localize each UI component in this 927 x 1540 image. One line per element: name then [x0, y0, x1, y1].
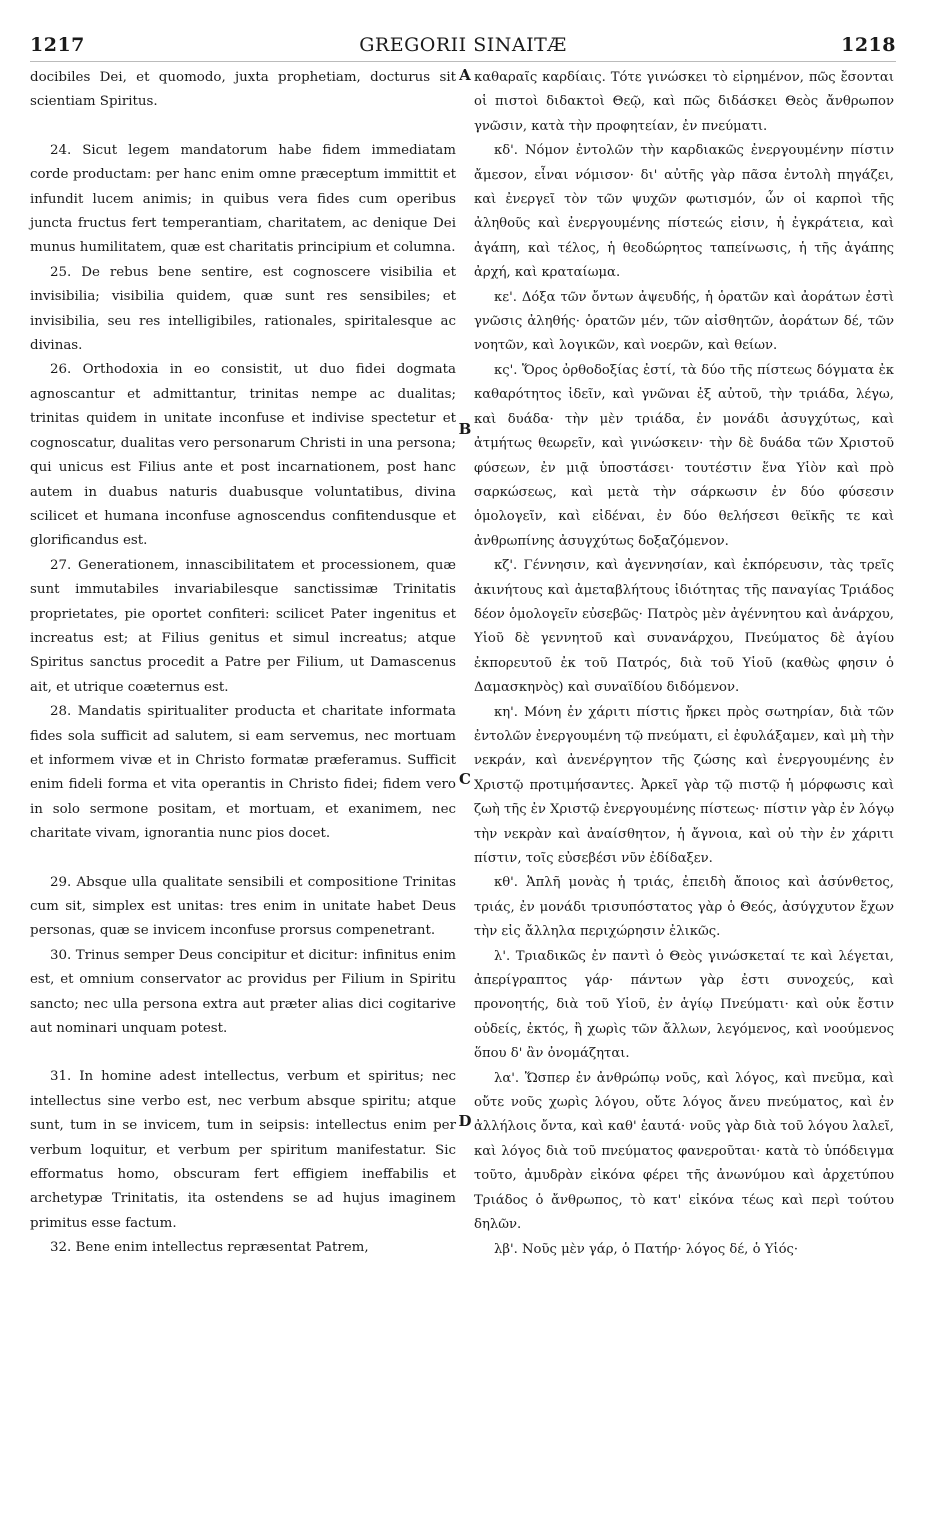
latin-paragraph-31: 31. In homine adest intellectus, verbum et spiritus; nec intellectus sine verbo est, nec verbum absque spiritu; atque sunt, tum in se invicem, tum in seipsis: intellectus enim per verbum loquitur, et verbum per spiritum manifestatur. Sic efformatus homo, obscuram fert effigiem ineffabilis et archetypæ Trinitatis, ita ostendens se ad hujus imaginem primitus esse factum. [30, 1069, 456, 1231]
latin-paragraph-25: 25. De rebus bene sentire, est cognoscere visibilia et invisibilia; visibilia quidem, quæ sunt res sensibiles; et invisibilia, seu res intelligibiles, rationales, spiritalesque ac divinas. [30, 264, 456, 354]
greek-paragraph-30: λ'. Τριαδικῶς ἐν παντὶ ὁ Θεὸς γινώσκεταί τε καὶ λέγεται, ἀπερίγραπτος γάρ· πάντων γὰρ ἐστι συνοχεύς, καὶ προνοητής, διὰ τοῦ Υἱοῦ, ἐν ἁγίῳ Πνεύματι· καὶ οὐκ ἔστιν οὐδείς, ἐκτός, ἢ χωρὶς τῶν ἄλλων, λεγόμενος, καὶ νοούμενος ὅπου δ' ἂν ὀνομάζηται. [474, 948, 894, 1062]
page-number-right: 1218 [841, 34, 896, 56]
greek-paragraph-29: κθ'. Ἁπλῆ μονὰς ἡ τριάς, ἐπειδὴ ἄποιος καὶ ἀσύνθετος, τριάς, ἐν μονάδι τρισυπόστατος γὰρ ὁ Θεός, ἀσύγχυτον ἔχων τὴν εἰς ἄλληλα περιχώρησιν ἐλικῶς. [474, 875, 894, 940]
margin-marker-d: D [458, 1112, 472, 1130]
latin-paragraph-30: 30. Trinus semper Deus concipitur et dicitur: infinitus enim est, et omnium conservator ac providus per Filium in Spiritu sancto; nec ulla persona extra aut præter alias dici cogitarive aut nominari unquam potest. [30, 947, 456, 1037]
latin-column [30, 66, 456, 1261]
greek-paragraph-continuation: καθαραῖς καρδίαις. Τότε γινώσκει τὸ εἰρημένον, πῶς ἔσονται οἱ πιστοὶ διδακτοὶ Θεῷ, καὶ πῶς διδάσκει Θεὸς ἄνθρωπον γνῶσιν, κατὰ τὴν προφητείαν, ἐν πνεύματι. [474, 70, 894, 134]
greek-paragraph-32: λβ'. Νοῦς μὲν γάρ, ὁ Πατήρ· λόγος δέ, ὁ Υἱός· [494, 1241, 799, 1257]
margin-marker-a: A [459, 66, 471, 84]
running-header [30, 34, 896, 60]
header-rule [30, 61, 896, 62]
greek-column [474, 66, 894, 1262]
latin-paragraph-32: 32. Bene enim intellectus repræsentat Patrem, [50, 1240, 369, 1256]
greek-paragraph-27: κζ'. Γέννησιν, καὶ ἀγεννησίαν, καὶ ἐκπόρευσιν, τὰς τρεῖς ἀκινήτους καὶ ἀμεταβλήτους ἰδιότητας τῆς παναγίας Τριάδος δέον ὁμολογεῖν εὐσεβῶς· Πατρὸς μὲν ἀγέννητου καὶ ἀνάρχου, Υἱοῦ δὲ γεννητοῦ καὶ συνανάρχου, Πνεύματος δὲ ἁγίου ἐκπορευτοῦ ἐκ τοῦ Πατρός, διὰ τοῦ Υἱοῦ (καθὼς φησιν ὁ Δαμασκηνὸς) καὶ συναϊδίου διδόμενον. [474, 558, 894, 696]
latin-paragraph-24: 24. Sicut legem mandatorum habe fidem immediatam corde productam: per hanc enim omne præceptum immittit et infundit lucem animis; in quibus vera fides cum operibus juncta fructus fert temperantiam, charitatem, ac denique Dei munus humilitatem, quæ est charitatis principium et columna. [30, 142, 456, 256]
page-number-left: 1217 [30, 34, 85, 56]
margin-marker-c: C [459, 770, 471, 788]
margin-marker-b: B [458, 420, 472, 438]
running-title: GREGORII SINAITÆ [359, 34, 567, 56]
greek-paragraph-24: κδ'. Νόμον ἐντολῶν τὴν καρδιακῶς ἐνεργουμένην πίστιν ἄμεσον, εἶναι νόμισον· δι' αὐτῆς γὰρ πᾶσα ἐντολὴ πηγάζει, καὶ ἐνεργεῖ τὸν τῶν ψυχῶν φωτισμόν, ὧν οἱ καρποὶ τῆς ἀληθοῦς καὶ ἐνεργουμένης πίστεώς εἰσιν, ἡ ἐγκράτεια, καὶ ἀγάπη, καὶ τέλος, ἡ θεοδώρητος ταπείνωσις, ἡ τῆς ἀγάπης ἀρχή, καὶ κραταίωμα. [474, 143, 894, 281]
latin-paragraph-27: 27. Generationem, innascibilitatem et processionem, quæ sunt immutabiles invariabilesque sanctissimæ Trinitatis proprietates, pie oportet confiteri: scilicet Pater ingenitus et increatus est; at Filius genitus et simul increatus; atque Spiritus sanctus procedit a Patre per Filium, ut Damascenus ait, et utrique coæternus est. [30, 557, 456, 695]
greek-paragraph-25: κε'. Δόξα τῶν ὄντων ἀψευδής, ἡ ὁρατῶν καὶ ἀοράτων ἐστὶ γνῶσις ἀληθής· ὁρατῶν μέν, τῶν αἰσθητῶν, ἀοράτων δέ, τῶν νοητῶν, καὶ λογικῶν, καὶ νοερῶν, καὶ θείων. [474, 289, 894, 354]
latin-paragraph-28: 28. Mandatis spiritualiter producta et charitate informata fides sola sufficit ad salutem, si eam servemus, nec mortuam et informem vivæ et in Christo formatæ præferamus. Sufficit enim fideli forma et vita operantis in Christo fidei; fidem vero in solo sermone positam, et mortuam, et exanimem, nec charitate vivam, ignorantia nunc pios docet. [30, 704, 456, 842]
greek-paragraph-31: λα'. Ὥσπερ ἐν ἀνθρώπῳ νοῦς, καὶ λόγος, καὶ πνεῦμα, καὶ οὔτε νοῦς χωρὶς λόγου, οὔτε λόγος ἄνευ πνεύματος, καὶ ἐν ἀλλήλοις ὄντα, καὶ καθ' ἑαυτά· νοῦς γὰρ διὰ τοῦ λόγου λαλεῖ, καὶ λόγος διὰ τοῦ πνεύματος φανεροῦται· κατὰ τὸ ὑπόδειγμα τοῦτο, ἀμυδρὰν εἰκόνα φέρει τῆς ἀνωνύμου καὶ ἀρχετύπου Τριάδος ὁ ἄνθρωπος, τὸ κατ' εἰκόνα τέως καὶ περὶ τούτου δηλῶν. [474, 1070, 894, 1233]
greek-paragraph-28: κη'. Μόνη ἐν χάριτι πίστις ἤρκει πρὸς σωτηρίαν, διὰ τῶν ἐντολῶν ἐνεργουμένη τῷ πνεύματι, εἰ ἐφυλάξαμεν, καὶ μὴ τὴν νεκράν, καὶ ἀνενέργητον τῆς ζώσης καὶ ἐνεργουμένης ἐν Χριστῷ προτιμήσαντες. Ἀρκεῖ γὰρ τῷ πιστῷ ἡ μόρφωσις καὶ ζωὴ τῆς ἐν Χριστῷ ἐνεργουμένης πίστεως· πίστιν γὰρ ἐν λόγῳ τὴν νεκρὰν καὶ ἀναίσθητον, ἡ ἄγνοια, καὶ οὐ τὴν ἐν χάριτι πίστιν, τοῖς εὐσεβέσι νῦν ἐδίδαξεν. [474, 704, 894, 866]
latin-paragraph-26: 26. Orthodoxia in eo consistit, ut duo fidei dogmata agnoscantur et admittantur, trinitas nempe ac dualitas; trinitas quidem in unitate inconfuse et indivise spectetur et cognoscatur, dualitas vero personarum Christi in una persona; qui unicus est Filius ante et post incarnationem, post hanc autem in duabus naturis duabusque voluntatibus, divina scilicet et humana inconfuse agnoscendus confitendusque et glorificandus est. [30, 362, 456, 549]
latin-paragraph-29: 29. Absque ulla qualitate sensibili et compositione Trinitas cum sit, simplex est unitas: tres enim in unitate habet Deus personas, quæ se invicem inconfuse prorsus compenetrant. [30, 874, 456, 939]
greek-paragraph-26: κς'. Ὅρος ὀρθοδοξίας ἐστί, τὰ δύο τῆς πίστεως δόγματα ἐκ καθαρότητος ἰδεῖν, καὶ γνῶναι ἐξ αὐτοῦ, τὴν τριάδα, λέγω, καὶ δυάδα· τὴν μὲν τριάδα, ἐν μονάδι ἀσυγχύτως, καὶ ἀτμήτως θεωρεῖν, καὶ γινώσκειν· τὴν δὲ δυάδα τῶν Χριστοῦ φύσεων, ἐν μιᾷ ὑποστάσει· τουτέστιν ἕνα Υἱὸν καὶ πρὸ σαρκώσεως, καὶ μετὰ τὴν σάρκωσιν ἐν δύο φύσεσιν ὁμολογεῖν, καὶ εἰδέναι, ἐν δύο θελήσεσι θεϊκῆς τε καὶ ἀνθρωπίνης ἀσυγχύτως δοξαζόμενον. [474, 362, 894, 549]
latin-paragraph-continuation: docibiles Dei, et quomodo, juxta prophetiam, docturus sit scientiam Spiritus. [30, 70, 456, 110]
